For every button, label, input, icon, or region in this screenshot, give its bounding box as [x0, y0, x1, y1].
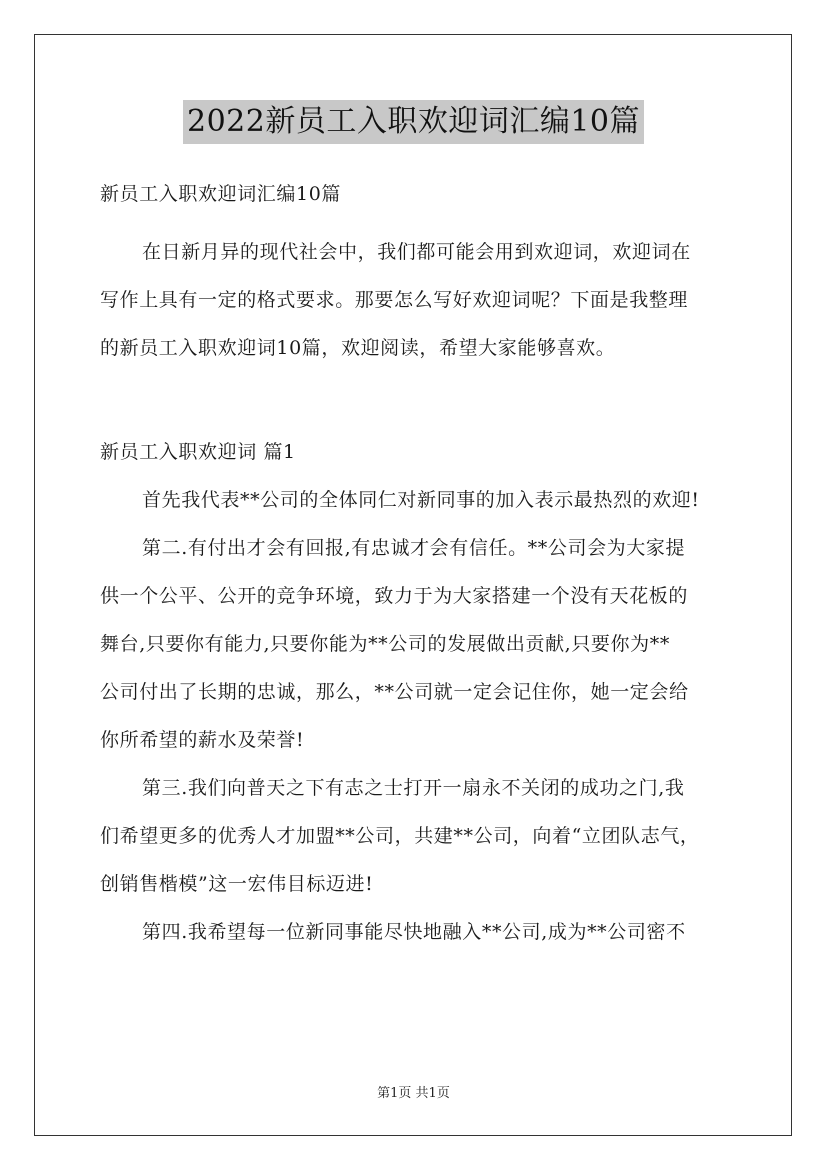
document-subtitle: 新员工入职欢迎词汇编10篇: [100, 183, 341, 205]
paragraph-line: 舞台,只要你有能力,只要你能为**公司的发展做出贡献,只要你为**: [100, 633, 670, 655]
page-footer: 第1页 共1页: [377, 1086, 450, 1101]
intro-line: 的新员工入职欢迎词10篇，欢迎阅读，希望大家能够喜欢。: [100, 337, 616, 359]
paragraph-line: 供一个公平、公开的竞争环境，致力于为大家搭建一个没有天花板的: [100, 585, 689, 607]
paragraph-line: 公司付出了长期的忠诚，那么，**公司就一定会记住你，她一定会给: [100, 681, 689, 703]
document-title: 2022新员工入职欢迎词汇编10篇: [183, 100, 644, 144]
paragraph-line: 第四.我希望每一位新同事能尽快地融入**公司,成为**公司密不: [142, 921, 686, 943]
paragraph-line: 第二.有付出才会有回报,有忠诚才会有信任。**公司会为大家提: [142, 537, 686, 559]
paragraph-line: 首先我代表**公司的全体同仁对新同事的加入表示最热烈的欢迎!: [142, 489, 700, 511]
intro-line: 在日新月异的现代社会中，我们都可能会用到欢迎词，欢迎词在: [142, 241, 691, 263]
paragraph-line: 第三.我们向普天之下有志之士打开一扇永不关闭的成功之门,我: [142, 777, 685, 799]
document-body: [100, 170, 730, 956]
paragraph-line: 们希望更多的优秀人才加盟**公司，共建**公司，向着“立团队志气，: [100, 825, 700, 847]
section-heading: 新员工入职欢迎词 篇1: [100, 441, 296, 463]
paragraph-line: 创销售楷模”这一宏伟目标迈进!: [100, 873, 374, 895]
intro-line: 写作上具有一定的格式要求。那要怎么写好欢迎词呢？下面是我整理: [100, 289, 689, 311]
paragraph-line: 你所希望的薪水及荣誉!: [100, 729, 305, 751]
